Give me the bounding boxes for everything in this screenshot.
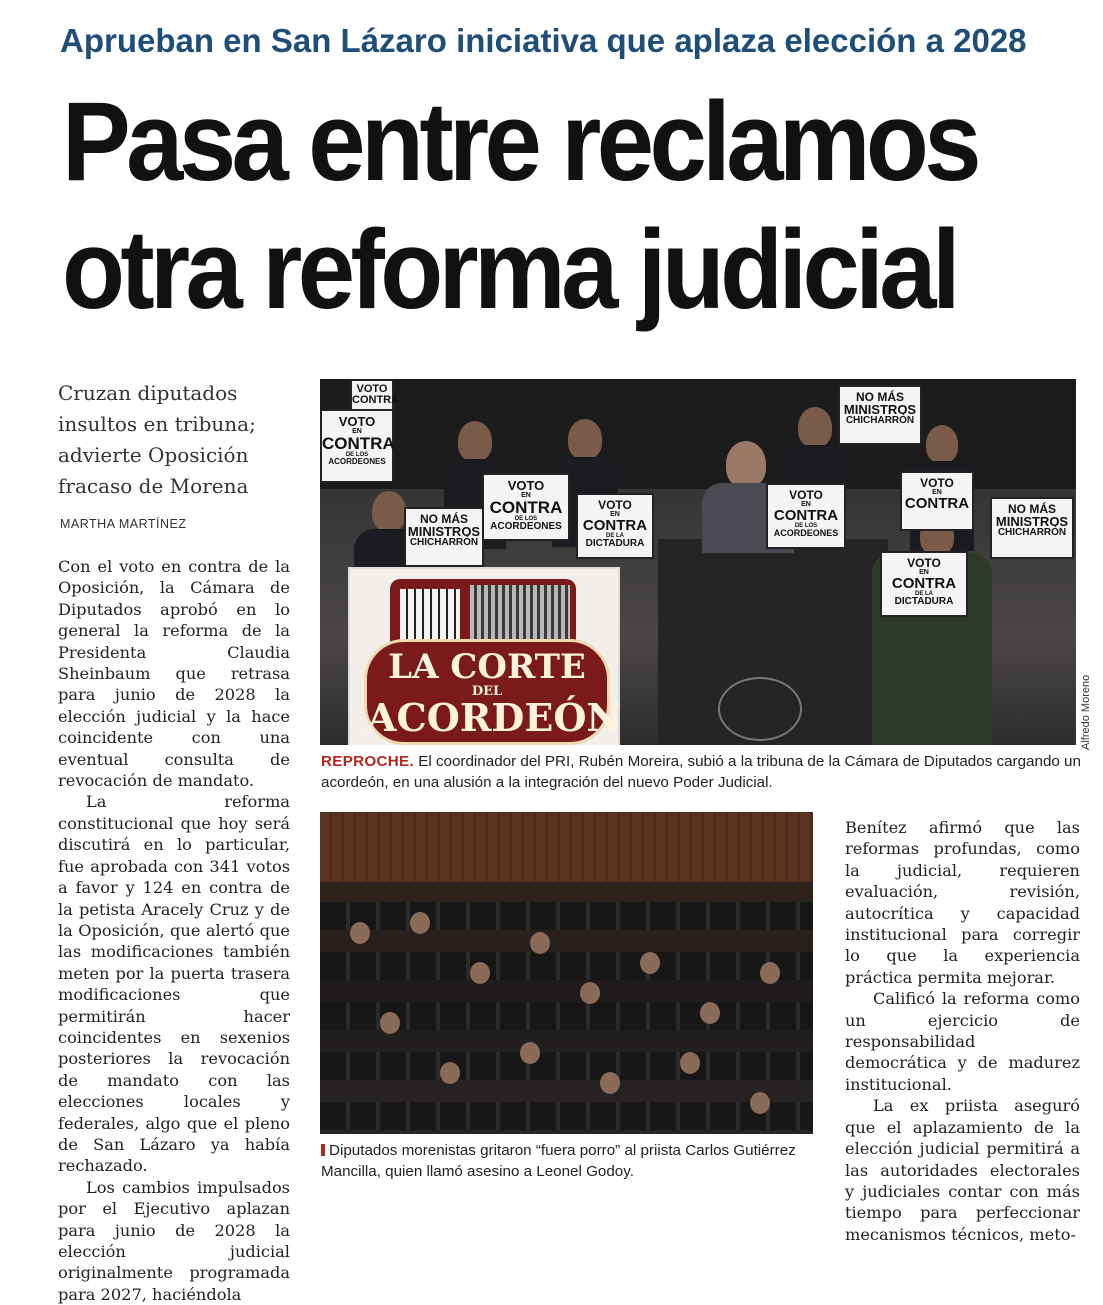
headline-line-1: Pasa entre reclamos (62, 79, 977, 204)
crowd-head (350, 922, 370, 944)
crowd-head (440, 1062, 460, 1084)
article-column-1 (58, 556, 290, 1305)
paragraph: Calificó la reforma como un ejercicio de responsabilidad democrática y de madurez institucional. (845, 989, 1080, 1094)
crowd-head (600, 1072, 620, 1094)
protest-sign: VOTO CONTRA (350, 379, 394, 411)
crowd-head (410, 912, 430, 934)
deck-line-1: Cruzan diputados (58, 381, 238, 405)
banner-line-3: ACORDEÓN (367, 695, 622, 740)
protest-sign: NO MÁS MINISTROS CHICHARRÓN (990, 497, 1074, 559)
crowd-head (700, 1002, 720, 1024)
caption-top (321, 751, 1081, 793)
caption-lead: REPROCHE. (321, 753, 414, 770)
caption-marker (321, 1144, 325, 1156)
national-seal (718, 677, 802, 741)
paragraph: Los cambios impulsados por el Ejecutivo aplazan para junio de 2028 la elección judicial originalmente programada para 2027, haciéndola (58, 1177, 290, 1304)
crowd-head (750, 1092, 770, 1114)
seat-row (320, 1052, 813, 1080)
photo-credit: Alfredo Moreno (1080, 674, 1092, 750)
seat-row (320, 952, 813, 980)
protest-sign: VOTO EN CONTRA DE LOS ACORDEONES (320, 409, 394, 483)
paragraph: La reforma constitucional que hoy será discutirá en lo particular, fue aprobada con 341 votos a favor y 124 en contra de la petista Aracely Cruz y de la Oposición, que alertó que las modificaciones también meten por la puerta trasera modificaciones que permitirán hacer coincidentes en sexenios posteriores la revocación de mandato con las elecciones locales y federales, algo que el pleno de San Lázaro ya había rechazado. (58, 792, 290, 1176)
protest-sign: NO MÁS MINISTROS CHICHARRÓN (838, 385, 922, 445)
speaker-head (726, 441, 766, 487)
headline (62, 78, 1019, 334)
photo-chamber-floor (320, 812, 813, 1134)
person-head (798, 407, 832, 447)
banner-title (364, 639, 622, 745)
headline-line-2: otra reforma judicial (62, 207, 957, 332)
photo-chamber-tribune (320, 379, 1076, 745)
person-head (568, 419, 602, 459)
crowd-head (580, 982, 600, 1004)
paragraph: La ex priista aseguró que el aplazamiento de la elección judicial permitirá a las autoridades electorales y judiciales contar con más tiempo para perfeccionar mecanismos técnicos, meto- (845, 1096, 1080, 1244)
accordion-banner (348, 567, 620, 745)
seat-row (320, 902, 813, 930)
seat-row (320, 1102, 813, 1130)
photo-wood-wall (320, 812, 813, 882)
deck-line-4: fracaso de Morena (58, 474, 249, 498)
crowd-head (640, 952, 660, 974)
article-column-3 (845, 817, 1080, 1245)
crowd-head (470, 962, 490, 984)
protest-sign: VOTO EN CONTRA DE LOS ACORDEONES (482, 473, 570, 541)
caption-text: El coordinador del PRI, Rubén Moreira, subió a la tribuna de la Cámara de Diputados cargando un acordeón, en una alusión a la integración del nuevo Poder Judicial. (321, 753, 1081, 791)
protest-sign: VOTO EN CONTRA DE LA DICTADURA (880, 551, 968, 617)
banner-line-1: LA CORTE (388, 647, 586, 687)
person-head (926, 425, 958, 463)
paragraph: Con el voto en contra de la Oposición, la Cámara de Diputados aprobó en lo general la reforma de la Presidenta Claudia Sheinbaum que retrasa para junio de 2028 la elección judicial y la hace coincidente con una eventual consulta de revocación de mandato. (58, 557, 290, 791)
crowd-head (680, 1052, 700, 1074)
protest-sign: VOTO EN CONTRA DE LA DICTADURA (576, 493, 654, 559)
deck (58, 378, 308, 502)
deck-line-3: advierte Oposición (58, 443, 249, 467)
caption-text: Diputados morenistas gritaron “fuera porro” al priista Carlos Gutiérrez Mancilla, quien llamó asesino a Leonel Godoy. (321, 1142, 796, 1180)
crowd-head (760, 962, 780, 984)
protest-sign: VOTO EN CONTRA DE LOS ACORDEONES (766, 483, 846, 549)
byline: MARTHA MARTÍNEZ (60, 517, 187, 531)
paragraph: Benítez afirmó que las reformas profundas, como la judicial, requieren evaluación, revisión, autocrítica y capacidad institucional para corregir lo que la experiencia práctica permita mejorar. (845, 818, 1080, 987)
crowd-head (380, 1012, 400, 1034)
banner-line-2: DEL (471, 684, 503, 699)
crowd-head (520, 1042, 540, 1064)
caption-bottom (321, 1140, 821, 1182)
kicker: Aprueban en San Lázaro iniciativa que aplaza elección a 2028 (60, 22, 1027, 59)
person-head (372, 491, 406, 531)
crowd-head (530, 932, 550, 954)
deck-line-2: insultos en tribuna; (58, 412, 256, 436)
protest-sign: NO MÁS MINISTROS CHICHARRÓN (404, 507, 484, 567)
person-head (458, 421, 492, 461)
protest-sign: VOTO EN CONTRA (900, 471, 974, 531)
